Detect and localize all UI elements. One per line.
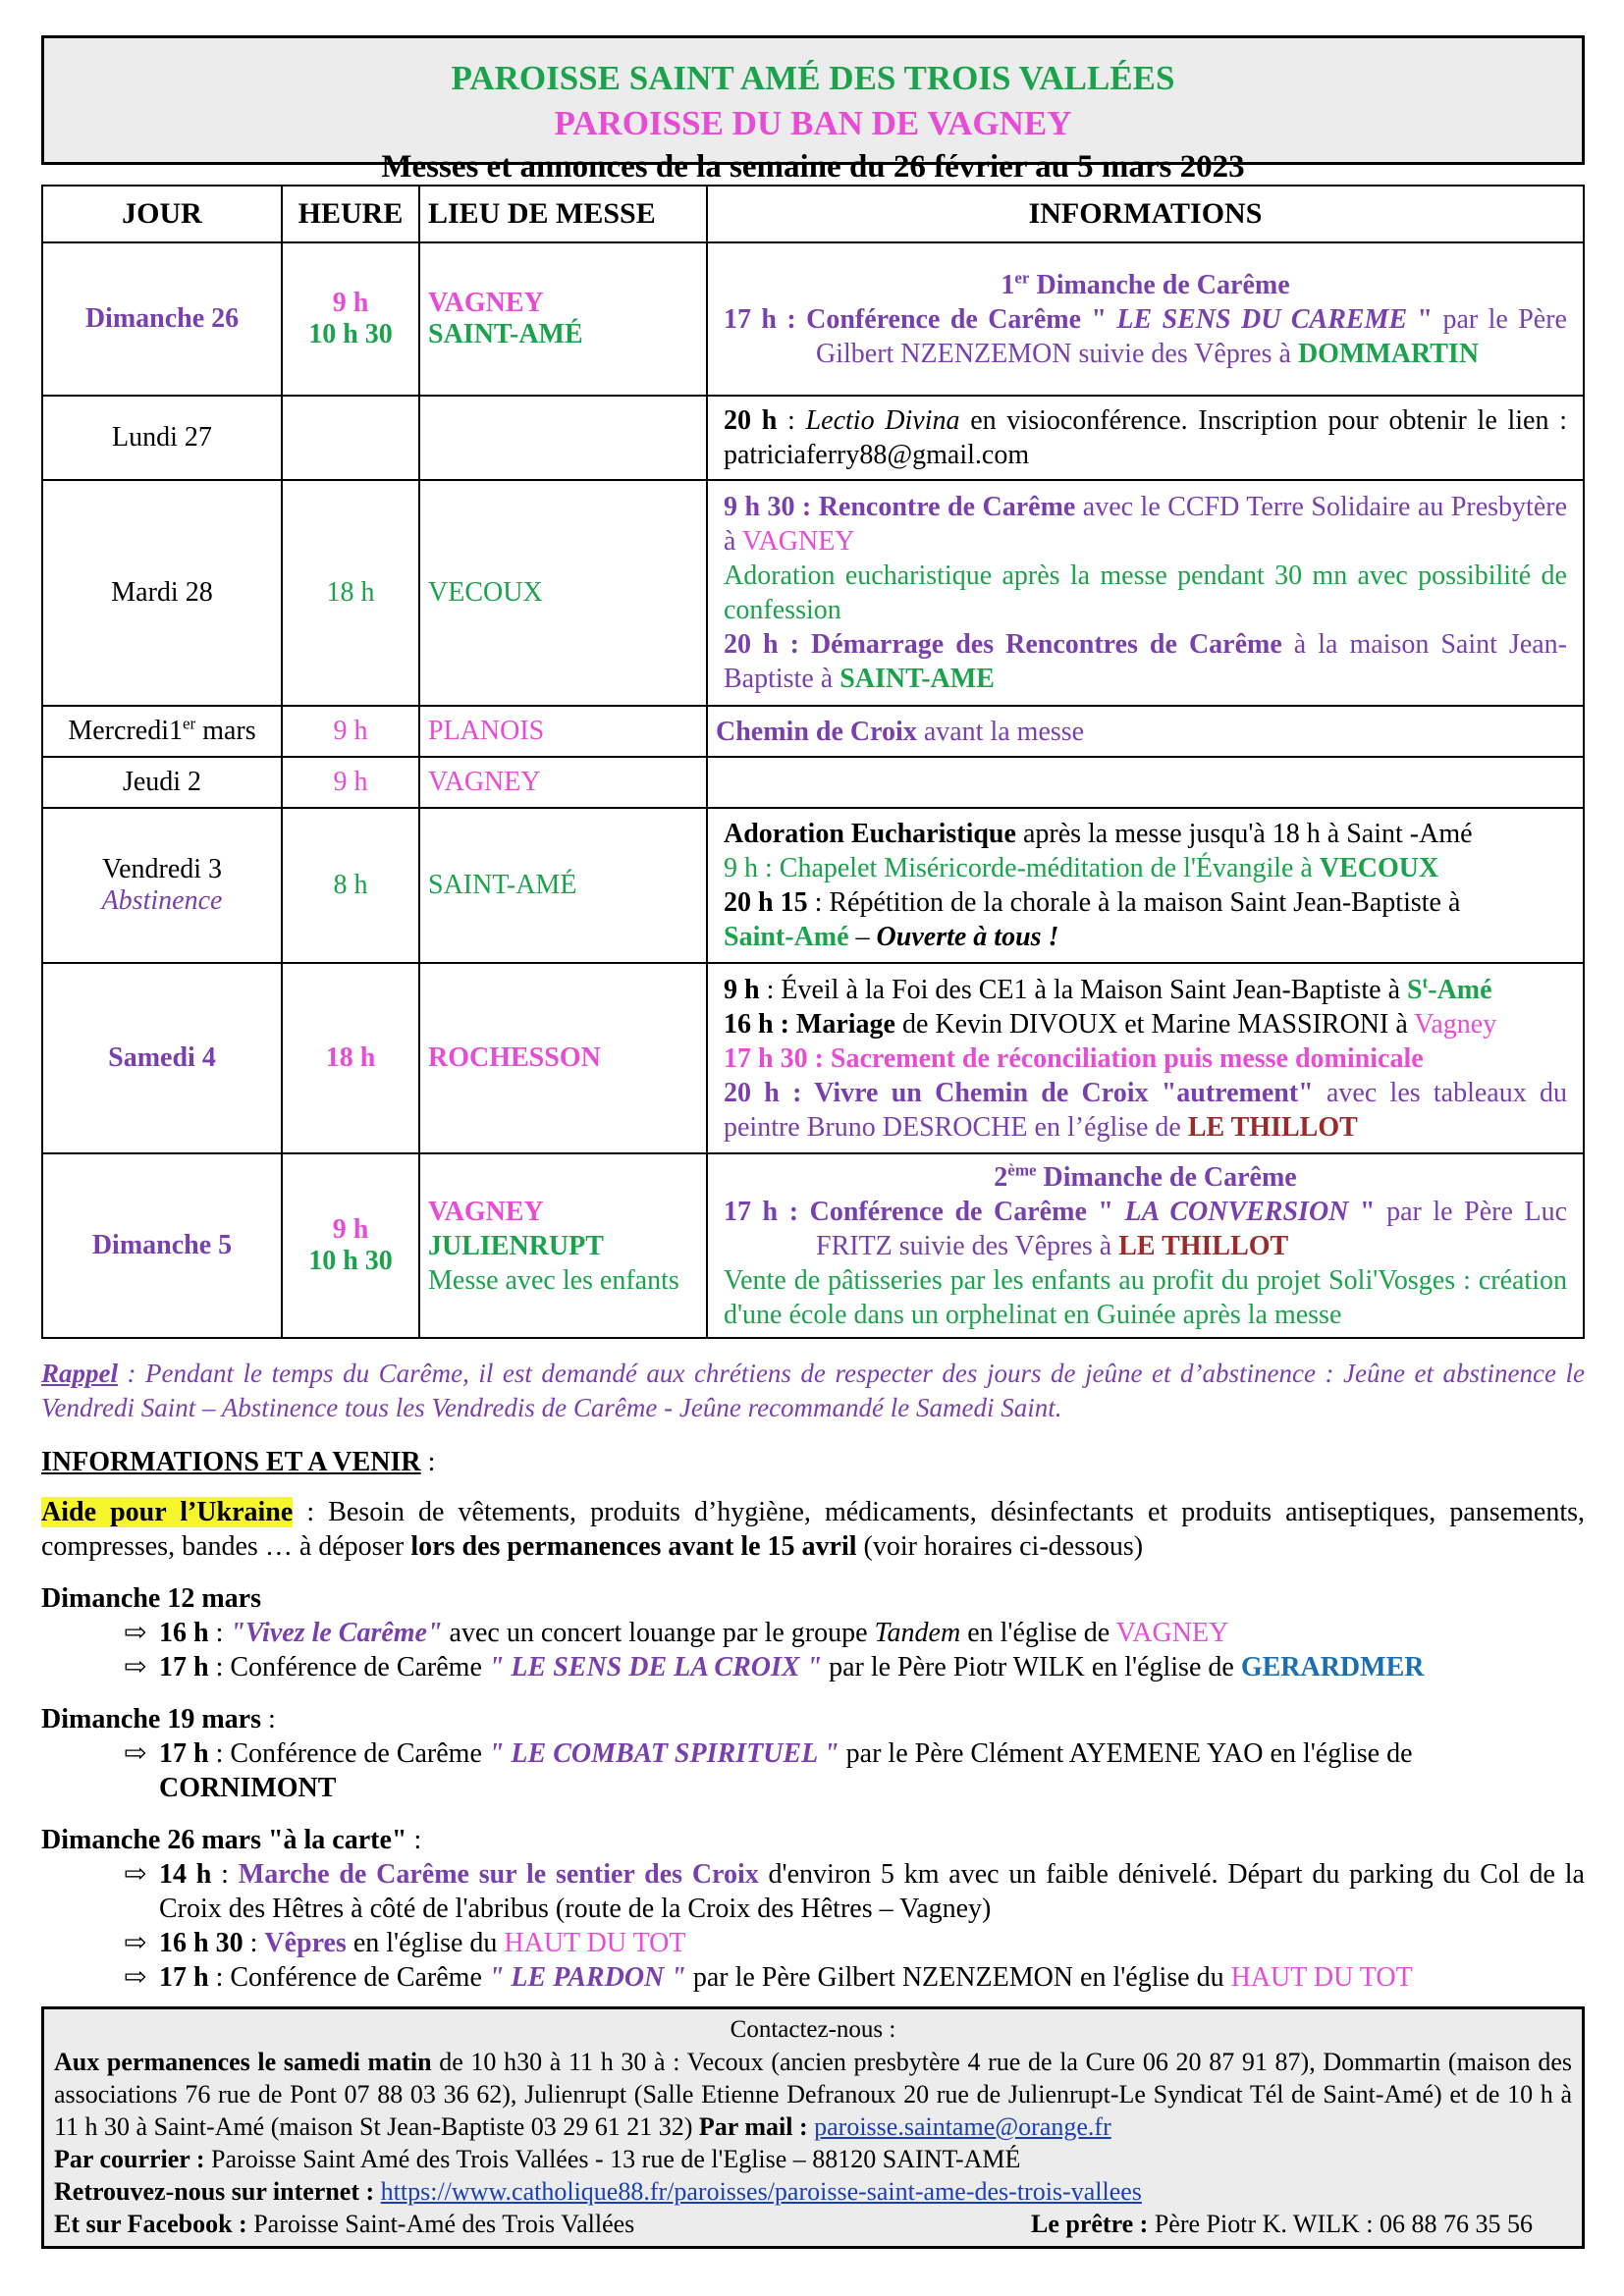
event-text: : Conférence de Carême bbox=[208, 1738, 489, 1769]
event-text: : bbox=[208, 1618, 231, 1648]
arrow-icon: ⇨ bbox=[124, 1738, 147, 1769]
info-cell bbox=[707, 963, 1584, 1153]
day-cell: Samedi 4 bbox=[42, 963, 282, 1153]
day-cell bbox=[42, 808, 282, 963]
info-text: par le Père Luc FRITZ suivie des Vêpres à bbox=[816, 1196, 1568, 1261]
contact-text: Père Piotr K. WILK : 06 88 76 35 56 bbox=[1148, 2210, 1533, 2238]
day-text: Vendredi 3 bbox=[101, 854, 223, 884]
info-line bbox=[724, 851, 1567, 885]
info-text: 9 h 30 : Rencontre de Carême bbox=[724, 492, 1076, 522]
arrow-icon: ⇨ bbox=[124, 1618, 147, 1648]
info-time: 20 h bbox=[724, 405, 778, 436]
place-note: Messe avec les enfants bbox=[428, 1264, 679, 1296]
day-sup: er bbox=[182, 714, 196, 733]
contact-facebook bbox=[54, 2208, 634, 2240]
hour-cell bbox=[282, 242, 419, 396]
contact-text: Paroisse Saint Amé des Trois Vallées - 13 rue de l'Eglise – 88120 SAINT-AMÉ bbox=[204, 2145, 1021, 2173]
info-title-sup: er bbox=[1014, 268, 1030, 288]
table-row bbox=[42, 963, 1584, 1153]
day-text: mars bbox=[195, 716, 256, 746]
info-line: 17 h 30 : Sacrement de réconciliation puis messe dominicale bbox=[724, 1042, 1424, 1074]
info-cell bbox=[707, 706, 1584, 757]
info-place bbox=[1407, 975, 1492, 1005]
info-time: 20 h 15 bbox=[724, 887, 808, 918]
ukraine-label: Aide pour l’Ukraine bbox=[41, 1497, 294, 1527]
event-text: en l'église du bbox=[346, 1928, 505, 1958]
section-title-colon: : bbox=[420, 1447, 436, 1477]
info-text: " bbox=[1407, 303, 1434, 335]
event-title: " LE PARDON " bbox=[488, 1962, 686, 1993]
event-place: CORNIMONT bbox=[159, 1773, 337, 1803]
info-text: : bbox=[777, 405, 806, 436]
event-place: HAUT DU TOT bbox=[504, 1928, 686, 1958]
contact-permanences bbox=[54, 2046, 1572, 2143]
info-text: Lectio Divina bbox=[805, 405, 960, 436]
place-value: JULIENRUPT bbox=[428, 1230, 604, 1261]
info-text: Adoration Eucharistique bbox=[724, 819, 1016, 849]
info-title-num: 1 bbox=[1001, 269, 1015, 300]
hour-cell: 9 h bbox=[282, 706, 419, 757]
hour-cell bbox=[282, 396, 419, 480]
event-place: HAUT DU TOT bbox=[1230, 1962, 1413, 1993]
contact-mail bbox=[54, 2143, 1572, 2175]
table-row bbox=[42, 242, 1584, 396]
hour-value: 10 h 30 bbox=[308, 1246, 393, 1276]
contact-label: Par courrier : bbox=[54, 2145, 205, 2173]
arrow-icon: ⇨ bbox=[124, 1859, 147, 1890]
info-title-rest: Dimanche de Carême bbox=[1036, 1161, 1297, 1193]
info-text: 9 h : Chapelet Miséricorde-méditation de l'Évangile à bbox=[724, 853, 1320, 883]
arrow-icon: ⇨ bbox=[124, 1928, 147, 1958]
info-line bbox=[724, 1076, 1567, 1145]
info-cell bbox=[707, 242, 1584, 396]
event-day-heading bbox=[41, 1823, 1585, 1857]
contact-label: Le prêtre : bbox=[1030, 2210, 1149, 2238]
info-place: LE THILLOT bbox=[1187, 1111, 1358, 1143]
info-place-part: -Amé bbox=[1428, 974, 1492, 1005]
event-day-heading: Dimanche 12 mars bbox=[41, 1583, 261, 1614]
info-text: – bbox=[848, 922, 877, 952]
info-cell bbox=[707, 1153, 1584, 1338]
event-text: par le Père Piotr WILK en l'église de bbox=[822, 1652, 1241, 1682]
info-text: à la maison Saint Jean-Baptiste à bbox=[724, 629, 1568, 694]
website-link[interactable]: https://www.catholique88.fr/paroisses/paroisse-saint-ame-des-trois-vallees bbox=[380, 2177, 1142, 2206]
info-line bbox=[724, 627, 1567, 696]
contact-facebook-row bbox=[54, 2208, 1572, 2240]
event-day-colon: : bbox=[406, 1825, 422, 1855]
day-text: Mercredi1 bbox=[68, 716, 183, 746]
place-value: VAGNEY bbox=[428, 1196, 544, 1227]
col-header-place: LIEU DE MESSE bbox=[419, 186, 707, 242]
event-text: par le Père Gilbert NZENZEMON en l'église du bbox=[685, 1962, 1231, 1993]
day-cell: Dimanche 26 bbox=[42, 242, 282, 396]
info-text: par le Père Gilbert NZENZEMON suivie des Vêpres à bbox=[816, 303, 1567, 369]
contact-box bbox=[41, 2006, 1585, 2249]
event-time: 16 h 30 bbox=[159, 1928, 244, 1958]
info-title-rest: Dimanche de Carême bbox=[1029, 269, 1290, 300]
event-title: " LE COMBAT SPIRITUEL " bbox=[488, 1738, 839, 1769]
info-text: " bbox=[1348, 1196, 1376, 1227]
event-day-text: Dimanche 19 mars bbox=[41, 1704, 261, 1735]
hour-cell: 8 h bbox=[282, 808, 419, 963]
day-cell: Jeudi 2 bbox=[42, 757, 282, 808]
info-title-num: 2 bbox=[994, 1161, 1008, 1193]
info-text: : Éveil à la Foi des CE1 à la Maison Saint Jean-Baptiste à bbox=[759, 974, 1407, 1005]
email-link[interactable]: paroisse.saintame@orange.fr bbox=[814, 2112, 1111, 2141]
info-text: avec le CCFD Terre Solidaire au Presbytère à bbox=[724, 492, 1567, 557]
table-header-row bbox=[42, 186, 1584, 242]
event-text: par le Père Clément AYEMENE YAO en l'église de bbox=[839, 1738, 1413, 1769]
table-row bbox=[42, 1153, 1584, 1338]
event-title: Marche de Carême sur le sentier des Croix bbox=[238, 1859, 759, 1890]
contact-label: Par mail : bbox=[698, 2112, 808, 2141]
contact-text: Paroisse Saint-Amé des Trois Vallées bbox=[246, 2210, 635, 2238]
info-title bbox=[724, 268, 1567, 302]
event-text: : bbox=[243, 1928, 265, 1958]
event-item bbox=[41, 1650, 1585, 1684]
ukraine-text: : Besoin de vêtements, produits d’hygiène, médicaments, désinfectants et produits antiseptiques, pansements, compresses, bandes … à déposer bbox=[41, 1497, 1585, 1562]
info-line bbox=[724, 1195, 1567, 1263]
info-line bbox=[724, 403, 1567, 472]
event-place: GERARDMER bbox=[1240, 1652, 1425, 1682]
place-cell bbox=[419, 242, 707, 396]
event-title: Vêpres bbox=[264, 1928, 347, 1958]
info-line bbox=[724, 1007, 1567, 1041]
event-item bbox=[41, 1736, 1585, 1805]
event-day-colon: : bbox=[260, 1704, 276, 1735]
info-text: de Kevin DIVOUX et Marine MASSIRONI à bbox=[894, 1008, 1415, 1040]
section-title: INFORMATIONS ET A VENIR bbox=[41, 1447, 421, 1477]
info-text: : Répétition de la chorale à la maison Saint Jean-Baptiste à bbox=[807, 887, 1461, 918]
info-line: Adoration eucharistique après la messe pendant 30 mn avec possibilité de confession bbox=[724, 561, 1567, 625]
info-text: 16 h : Mariage bbox=[724, 1008, 895, 1040]
hour-cell bbox=[282, 1153, 419, 1338]
event-title: "Vivez le Carême" bbox=[230, 1618, 443, 1648]
info-place: LE THILLOT bbox=[1118, 1230, 1289, 1261]
contact-web bbox=[54, 2175, 1572, 2208]
table-row bbox=[42, 706, 1584, 757]
info-cell bbox=[707, 480, 1584, 706]
info-text: Ouverte à tous ! bbox=[876, 922, 1059, 952]
arrow-icon: ⇨ bbox=[124, 1962, 147, 1993]
ukraine-text-bold: lors des permanences avant le 15 avril bbox=[410, 1531, 857, 1562]
hour-value: 9 h bbox=[332, 1214, 369, 1245]
event-item bbox=[41, 1616, 1585, 1650]
info-line bbox=[724, 490, 1567, 559]
info-line bbox=[724, 920, 1567, 954]
info-line bbox=[724, 973, 1567, 1007]
event-text: en l'église de bbox=[960, 1618, 1116, 1648]
info-cell bbox=[707, 808, 1584, 963]
info-place-sup: t bbox=[1422, 973, 1429, 992]
event-place: VAGNEY bbox=[1115, 1618, 1229, 1648]
event-text: : Conférence de Carême bbox=[208, 1652, 489, 1682]
place-cell bbox=[419, 1153, 707, 1338]
place-cell: VECOUX bbox=[419, 480, 707, 706]
contact-text: de 10 h30 à 11 h 30 à : Vecoux (ancien presbytère 4 rue de la Cure 06 20 87 91 87), Dommartin (maison des associations 76 rue de Pont 07 88 03 36 62), Julienrupt (Salle Etienne Defranoux 20 rue de Julienrupt-Le Syndicat Tél de Saint-Amé) et de 10 h à 11 h 30 à Saint-Amé (maison St Jean-Baptiste 03 29 61 21 32) bbox=[54, 2048, 1572, 2141]
place-cell: SAINT-AMÉ bbox=[419, 808, 707, 963]
info-line bbox=[724, 302, 1567, 371]
rappel-text: : Pendant le temps du Carême, il est demandé aux chrétiens de respecter des jours de jeûne et d’abstinence : Jeûne et abstinence le Vendredi Saint – Abstinence tous les Vendredis de Carême - Jeûne recommandé le Samedi Saint. bbox=[41, 1359, 1585, 1422]
event-item bbox=[41, 1857, 1585, 1926]
arrow-icon: ⇨ bbox=[124, 1652, 147, 1682]
table-row bbox=[42, 808, 1584, 963]
event-item bbox=[41, 1960, 1585, 1995]
info-title bbox=[724, 1160, 1567, 1195]
section-heading bbox=[41, 1445, 1585, 1479]
event-text: d'environ 5 km avec un faible dénivelé. Départ du parking du Col de la Croix des Hêtres à côté de l'abribus (route de la Croix des Hêtres – Vagney) bbox=[159, 1859, 1585, 1924]
info-text: LA CONVERSION bbox=[1124, 1196, 1349, 1227]
contact-title: Contactez-nous : bbox=[730, 2016, 896, 2043]
hour-cell: 18 h bbox=[282, 480, 419, 706]
event-day-text: Dimanche 26 mars "à la carte" bbox=[41, 1825, 407, 1855]
place-cell: VAGNEY bbox=[419, 757, 707, 808]
info-place-part: S bbox=[1407, 974, 1423, 1005]
event-text: Tandem bbox=[874, 1618, 961, 1648]
event-title: " LE SENS DE LA CROIX " bbox=[488, 1652, 823, 1682]
event-time: 14 h bbox=[159, 1859, 212, 1890]
rappel-label: Rappel bbox=[41, 1359, 118, 1388]
info-text: après la messe jusqu'à 18 h à Saint -Amé bbox=[1015, 819, 1473, 849]
info-text: Conférence de Carême " bbox=[809, 1196, 1125, 1227]
table-row bbox=[42, 396, 1584, 480]
table-row bbox=[42, 480, 1584, 706]
hour-cell: 18 h bbox=[282, 963, 419, 1153]
info-text: Chemin de Croix bbox=[716, 716, 917, 747]
place-cell: PLANOIS bbox=[419, 706, 707, 757]
info-text: avant la messe bbox=[916, 716, 1085, 747]
info-place: Vagney bbox=[1414, 1008, 1497, 1040]
info-line bbox=[724, 885, 1567, 920]
hour-value: 9 h bbox=[332, 288, 369, 318]
info-text: en visioconférence. Inscription pour obtenir le lien : patriciaferry88@gmail.com bbox=[724, 405, 1567, 470]
info-place: Saint-Amé bbox=[724, 922, 849, 952]
event-time: 17 h bbox=[159, 1652, 209, 1682]
info-text: 20 h : Démarrage des Rencontres de Carême bbox=[724, 629, 1282, 660]
day-cell: Mardi 28 bbox=[42, 480, 282, 706]
place-value: SAINT-AMÉ bbox=[428, 319, 583, 349]
day-note: Abstinence bbox=[101, 885, 223, 916]
info-line: Vente de pâtisseries par les enfants au profit du projet Soli'Vosges : création d'une école dans un orphelinat en Guinée après la messe bbox=[724, 1264, 1567, 1330]
day-cell: Dimanche 5 bbox=[42, 1153, 282, 1338]
parish-subtitle: PAROISSE DU BAN DE VAGNEY bbox=[554, 104, 1072, 142]
info-line bbox=[724, 817, 1567, 851]
place-cell: ROCHESSON bbox=[419, 963, 707, 1153]
info-place: VAGNEY bbox=[741, 526, 855, 557]
rappel-note bbox=[41, 1357, 1585, 1425]
contact-priest bbox=[1031, 2208, 1572, 2240]
hour-cell: 9 h bbox=[282, 757, 419, 808]
week-title: Messes et annonces de la semaine du 26 février au 5 mars 2023 bbox=[381, 149, 1245, 185]
hour-value: 10 h 30 bbox=[308, 319, 393, 349]
info-text: 20 h : Vivre un Chemin de Croix "autrement" bbox=[724, 1077, 1314, 1108]
parish-title: PAROISSE SAINT AMÉ DES TROIS VALLÉES bbox=[451, 59, 1175, 97]
col-header-hour: HEURE bbox=[282, 186, 419, 242]
contact-label: Aux permanences le samedi matin bbox=[54, 2048, 432, 2076]
day-cell: Lundi 27 bbox=[42, 396, 282, 480]
place-cell bbox=[419, 396, 707, 480]
info-cell bbox=[707, 396, 1584, 480]
info-text: Conférence de Carême " bbox=[806, 303, 1117, 335]
event-time: 16 h bbox=[159, 1618, 209, 1648]
info-place: SAINT-AME bbox=[839, 664, 995, 694]
contact-label: Et sur Facebook : bbox=[54, 2210, 247, 2238]
event-time: 17 h bbox=[159, 1738, 209, 1769]
place-value: VAGNEY bbox=[428, 288, 544, 318]
schedule-table bbox=[41, 185, 1585, 1339]
event-text: avec un concert louange par le groupe bbox=[442, 1618, 875, 1648]
event-item bbox=[41, 1926, 1585, 1960]
event-text: : Conférence de Carême bbox=[208, 1962, 489, 1993]
event-day-heading bbox=[41, 1702, 1585, 1736]
col-header-info: INFORMATIONS bbox=[707, 186, 1584, 242]
info-time: 17 h : bbox=[724, 1196, 810, 1227]
info-title-sup: ème bbox=[1007, 1160, 1037, 1180]
event-text: : bbox=[211, 1859, 239, 1890]
event-time: 17 h bbox=[159, 1962, 209, 1993]
day-cell bbox=[42, 706, 282, 757]
contact-label: Retrouvez-nous sur internet : bbox=[54, 2177, 375, 2206]
info-text: LE SENS DU CAREME bbox=[1116, 303, 1408, 335]
info-place: DOMMARTIN bbox=[1297, 338, 1480, 369]
ukraine-text: (voir horaires ci-dessous) bbox=[856, 1531, 1144, 1562]
info-time: 17 h : bbox=[724, 303, 807, 335]
info-text: avec les tableaux du peintre Bruno DESROCHE en l’église de bbox=[724, 1077, 1567, 1143]
col-header-day: JOUR bbox=[42, 186, 282, 242]
header-box bbox=[41, 35, 1585, 185]
info-cell bbox=[707, 757, 1584, 808]
info-place: VECOUX bbox=[1319, 853, 1439, 883]
info-section bbox=[41, 1445, 1585, 1995]
table-row bbox=[42, 757, 1584, 808]
ukraine-note bbox=[41, 1495, 1585, 1564]
info-time: 9 h bbox=[724, 974, 760, 1005]
